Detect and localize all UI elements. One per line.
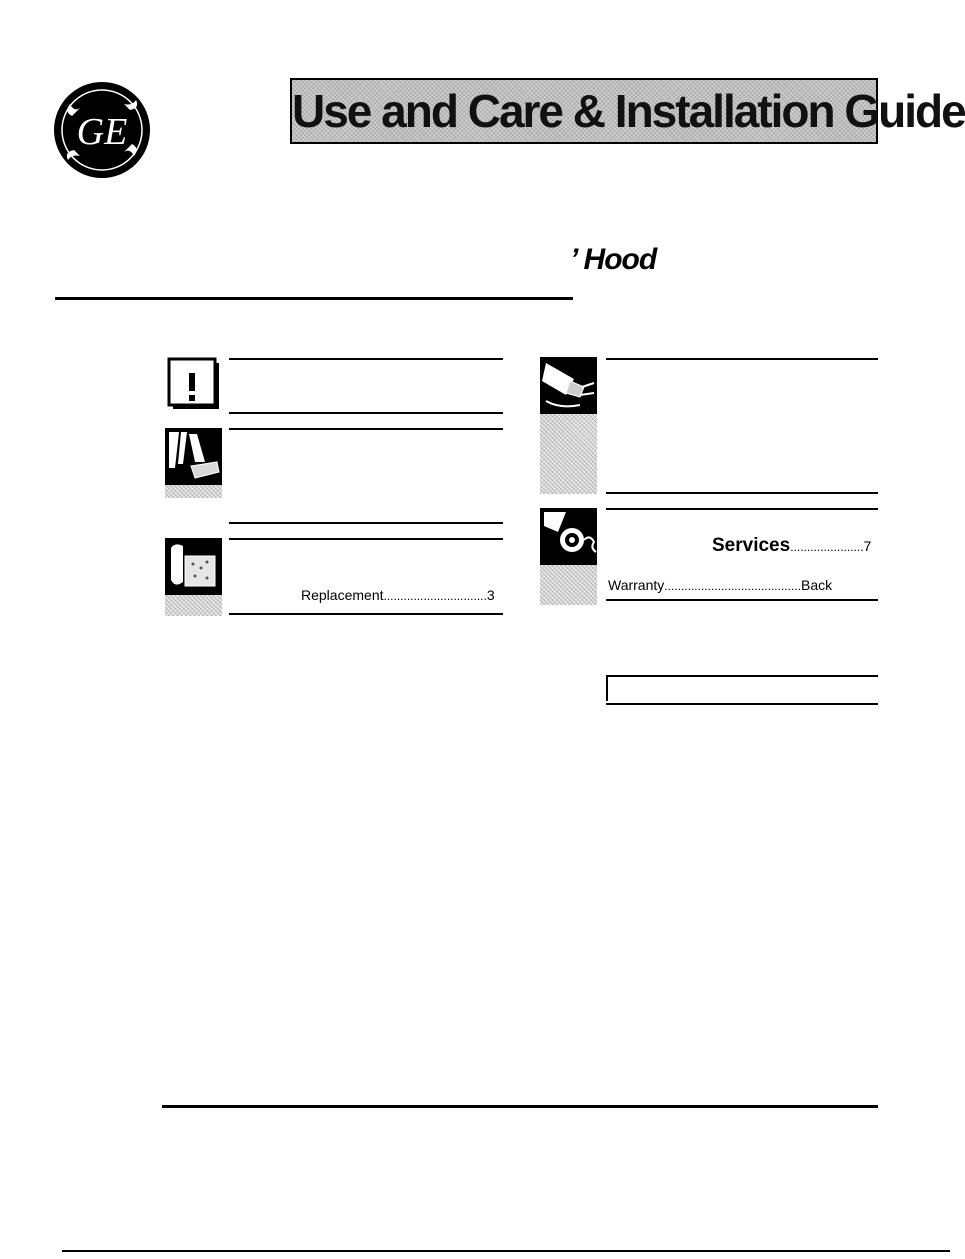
leader-dots: ...................... xyxy=(790,540,864,554)
model-box-top-rule xyxy=(606,675,878,677)
product-title: ’ Hood xyxy=(570,243,657,276)
toc-entry-services[interactable] xyxy=(712,535,871,557)
toc-page-number: 3 xyxy=(486,587,495,603)
page-bottom-rule xyxy=(62,1250,950,1252)
plug-icon xyxy=(540,357,597,414)
model-box-left-tick xyxy=(606,675,608,701)
section-rule xyxy=(606,599,878,601)
icon-pattern xyxy=(165,594,222,616)
toc-entry-warranty[interactable] xyxy=(608,577,832,593)
icon-pattern xyxy=(540,565,597,605)
leader-dots: ......................................... xyxy=(664,579,801,593)
section-rule xyxy=(229,538,503,540)
stray-marks xyxy=(183,512,188,522)
model-box-bottom-rule xyxy=(606,703,878,705)
title-banner xyxy=(290,78,965,144)
section-rule xyxy=(606,358,878,360)
guide-title: Use and Care & Installation Guide xyxy=(292,85,965,137)
toc-label: Services xyxy=(712,535,791,556)
toc-page-number: 7 xyxy=(863,538,872,554)
icon-pattern xyxy=(165,484,222,498)
hand-pressing-button-icon xyxy=(165,428,222,485)
service-tape-icon xyxy=(540,508,597,565)
toc-label: Warranty xyxy=(608,577,665,593)
leader-dots: ............................... xyxy=(383,589,487,603)
section-rule xyxy=(606,492,878,494)
section-rule xyxy=(229,358,503,360)
section-rule xyxy=(606,508,878,510)
section-rule xyxy=(229,428,503,430)
toc-label: Replacement xyxy=(301,587,384,603)
ge-logo xyxy=(52,80,152,180)
exclamation-icon xyxy=(167,357,223,413)
section-rule xyxy=(229,412,503,414)
icon-pattern xyxy=(540,414,597,494)
header-rule xyxy=(55,297,573,300)
toc-entry-replacement[interactable] xyxy=(301,587,495,603)
footer-rule xyxy=(162,1105,878,1108)
toc-page-number: Back xyxy=(800,577,833,593)
ge-logo-lettering: GE xyxy=(76,111,128,153)
section-rule xyxy=(229,613,503,615)
hand-filter-icon xyxy=(165,538,222,595)
section-rule xyxy=(229,522,503,524)
